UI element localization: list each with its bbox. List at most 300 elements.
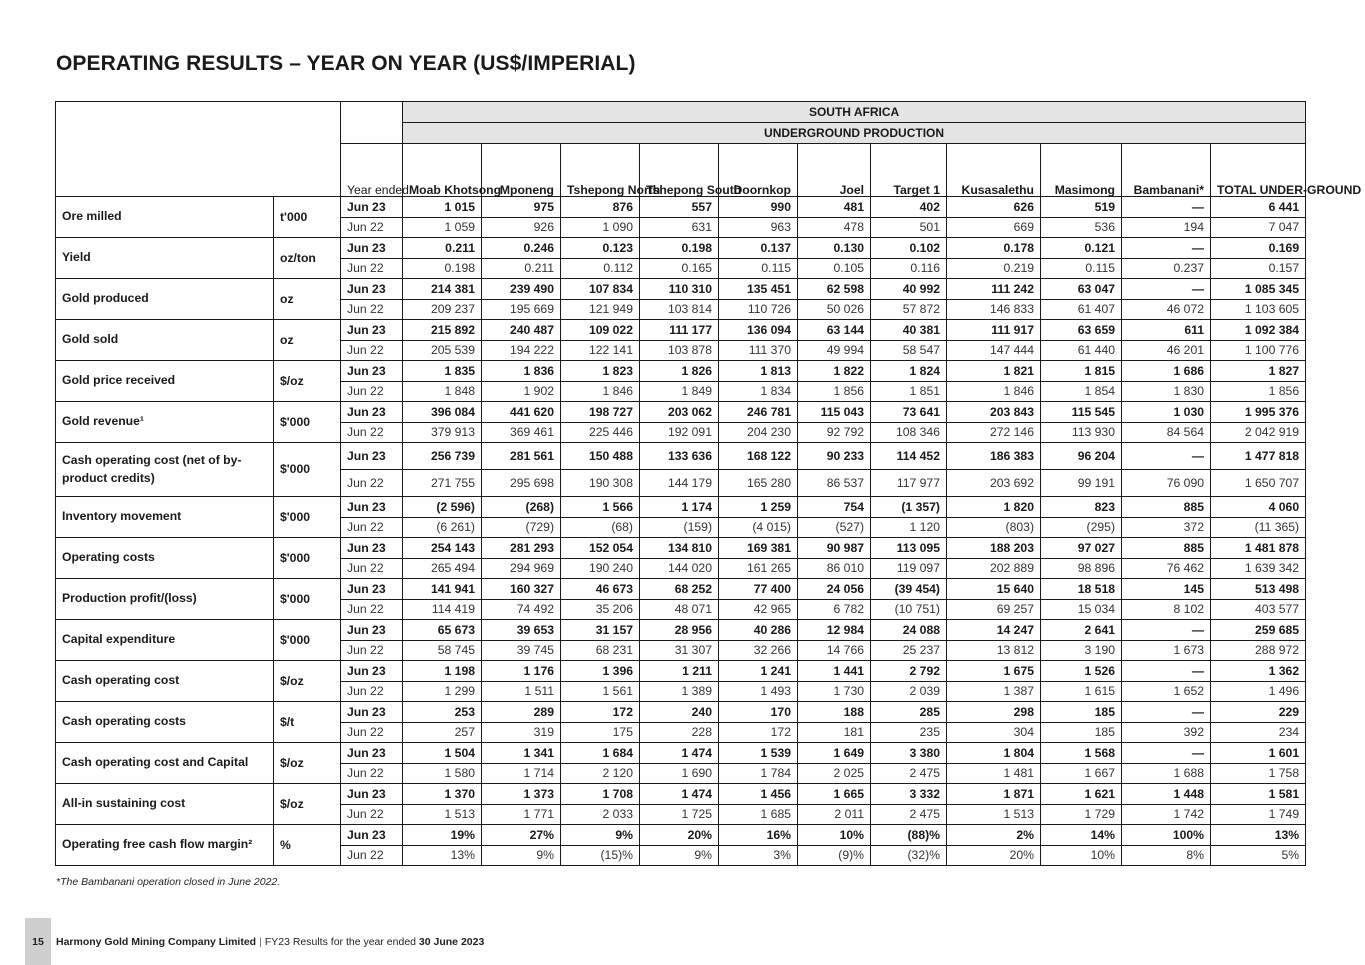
value-cell: 111 177 [640,320,719,341]
value-cell: 1 815 [1041,361,1122,382]
value-cell: 1 481 [947,763,1041,784]
table-row [56,320,1306,341]
value-cell: 172 [719,722,798,743]
value-cell: 1 448 [1122,784,1211,805]
value-cell: 161 265 [719,558,798,579]
value-cell: 876 [561,197,640,218]
value-cell: 188 [798,702,871,723]
value-cell: (2 596) [403,497,482,518]
table-row [56,784,1306,805]
value-cell: 1 856 [798,381,871,402]
value-cell: 31 307 [640,640,719,661]
row-label: Cash operating cost [56,661,274,702]
value-cell: 0.165 [640,258,719,279]
period-cell: Jun 23 [341,238,403,259]
value-cell: 1 729 [1041,804,1122,825]
table-row [56,443,1306,470]
value-cell: 32 266 [719,640,798,661]
value-cell: 1 686 [1122,361,1211,382]
value-cell: 1 241 [719,661,798,682]
table-row [56,497,1306,518]
value-cell: 319 [482,722,561,743]
value-cell: 1 758 [1211,763,1306,784]
value-cell: 239 490 [482,279,561,300]
value-cell: 557 [640,197,719,218]
value-cell: 0.237 [1122,258,1211,279]
value-cell: 165 280 [719,470,798,497]
value-cell: 669 [947,217,1041,238]
value-cell: 61 440 [1041,340,1122,361]
value-cell: 2 641 [1041,620,1122,641]
value-cell: 147 444 [947,340,1041,361]
value-cell: 1 389 [640,681,719,702]
value-cell: 1 059 [403,217,482,238]
value-cell: 98 896 [1041,558,1122,579]
value-cell: 113 095 [871,538,947,559]
value-cell: 68 252 [640,579,719,600]
value-cell: 0.169 [1211,238,1306,259]
value-cell: 0.115 [1041,258,1122,279]
table-row [56,743,1306,764]
value-cell: 13% [1211,825,1306,846]
value-cell: 84 564 [1122,422,1211,443]
value-cell: 24 088 [871,620,947,641]
period-cell: Jun 22 [341,381,403,402]
value-cell: 117 977 [871,470,947,497]
value-cell: 69 257 [947,599,1041,620]
value-cell: 203 062 [640,402,719,423]
row-unit: $'000 [274,402,341,443]
value-cell: 990 [719,197,798,218]
row-label: Gold revenue¹ [56,402,274,443]
table-row [56,579,1306,600]
value-cell: 1 836 [482,361,561,382]
value-cell: 304 [947,722,1041,743]
value-cell: 240 487 [482,320,561,341]
value-cell: 513 498 [1211,579,1306,600]
value-cell: 110 726 [719,299,798,320]
value-cell: 99 191 [1041,470,1122,497]
value-cell: (4 015) [719,517,798,538]
row-unit: $'000 [274,497,341,538]
page-footer [25,918,484,965]
value-cell: (39 454) [871,579,947,600]
row-label: Gold price received [56,361,274,402]
value-cell: 2 025 [798,763,871,784]
value-cell: 0.211 [482,258,561,279]
value-cell: 2 033 [561,804,640,825]
value-cell: (88)% [871,825,947,846]
value-cell: 42 965 [719,599,798,620]
value-cell: 1 120 [871,517,947,538]
period-cell: Jun 22 [341,299,403,320]
value-cell: 0.116 [871,258,947,279]
value-cell: 86 537 [798,470,871,497]
value-cell: 63 144 [798,320,871,341]
value-cell: 1 174 [640,497,719,518]
value-cell: (6 261) [403,517,482,538]
value-cell: (159) [640,517,719,538]
value-cell: 611 [1122,320,1211,341]
value-cell: 1 849 [640,381,719,402]
value-cell: 1 846 [947,381,1041,402]
value-cell: 111 917 [947,320,1041,341]
column-header: Tshepong South [640,144,719,197]
period-cell: Jun 23 [341,661,403,682]
value-cell: 1 092 384 [1211,320,1306,341]
value-cell: 73 641 [871,402,947,423]
value-cell: 3 190 [1041,640,1122,661]
value-cell: 1 667 [1041,763,1122,784]
value-cell: 9% [482,845,561,866]
value-cell: 58 745 [403,640,482,661]
value-cell: 77 400 [719,579,798,600]
value-cell: 46 201 [1122,340,1211,361]
value-cell: 109 022 [561,320,640,341]
row-unit: $/t [274,702,341,743]
value-cell: 3 332 [871,784,947,805]
value-cell: 1 708 [561,784,640,805]
period-cell: Jun 22 [341,517,403,538]
row-unit: oz [274,320,341,361]
table-row [56,538,1306,559]
row-label: Inventory movement [56,497,274,538]
value-cell: 31 157 [561,620,640,641]
value-cell: 8% [1122,845,1211,866]
value-cell: 536 [1041,217,1122,238]
value-cell: 86 010 [798,558,871,579]
value-cell: 103 814 [640,299,719,320]
value-cell: 144 020 [640,558,719,579]
value-cell: 63 047 [1041,279,1122,300]
value-cell: 203 692 [947,470,1041,497]
value-cell: 198 727 [561,402,640,423]
value-cell: 24 056 [798,579,871,600]
value-cell: 823 [1041,497,1122,518]
value-cell: 6 441 [1211,197,1306,218]
value-cell: 1 513 [947,804,1041,825]
value-cell: 1 995 376 [1211,402,1306,423]
row-label: Operating costs [56,538,274,579]
value-cell: 40 286 [719,620,798,641]
period-cell: Jun 23 [341,320,403,341]
value-cell: 1 826 [640,361,719,382]
value-cell: 1 481 878 [1211,538,1306,559]
period-cell: Jun 22 [341,681,403,702]
value-cell: 2 042 919 [1211,422,1306,443]
value-cell: 12 984 [798,620,871,641]
value-cell: 0.198 [640,238,719,259]
value-cell: 369 461 [482,422,561,443]
value-cell: 0.123 [561,238,640,259]
value-cell: 136 094 [719,320,798,341]
value-cell: 146 833 [947,299,1041,320]
value-cell: 110 310 [640,279,719,300]
value-cell: 1 848 [403,381,482,402]
value-cell: 0.137 [719,238,798,259]
value-cell: 1 851 [871,381,947,402]
value-cell: 926 [482,217,561,238]
value-cell: 20% [640,825,719,846]
value-cell: 10% [798,825,871,846]
value-cell: 1 387 [947,681,1041,702]
value-cell: (295) [1041,517,1122,538]
value-cell: 234 [1211,722,1306,743]
value-cell: 1 649 [798,743,871,764]
value-cell: 229 [1211,702,1306,723]
value-cell: 975 [482,197,561,218]
value-cell: 192 091 [640,422,719,443]
value-cell: 1 341 [482,743,561,764]
row-unit: $/oz [274,784,341,825]
value-cell: 1 581 [1211,784,1306,805]
table-row [56,702,1306,723]
value-cell: 402 [871,197,947,218]
value-cell: 0.112 [561,258,640,279]
value-cell: 2 120 [561,763,640,784]
value-cell: 1 827 [1211,361,1306,382]
value-cell: 27% [482,825,561,846]
value-cell: 172 [561,702,640,723]
row-unit: % [274,825,341,866]
value-cell: 1 823 [561,361,640,382]
table-row [56,238,1306,259]
value-cell: 1 441 [798,661,871,682]
row-label: Capital expenditure [56,620,274,661]
value-cell: 1 652 [1122,681,1211,702]
value-cell: 5% [1211,845,1306,866]
value-cell: 14 766 [798,640,871,661]
value-cell: 1 477 818 [1211,443,1306,470]
value-cell: 14% [1041,825,1122,846]
value-cell: 115 043 [798,402,871,423]
value-cell: 76 462 [1122,558,1211,579]
column-header: Moab Khotsong [403,144,482,197]
value-cell: 90 987 [798,538,871,559]
value-cell: (9)% [798,845,871,866]
period-cell: Jun 23 [341,443,403,470]
header-blank [56,102,341,197]
row-unit: $'000 [274,620,341,661]
table-row [56,620,1306,641]
period-cell: Jun 23 [341,497,403,518]
value-cell: (527) [798,517,871,538]
value-cell: — [1122,743,1211,764]
row-label: Cash operating costs [56,702,274,743]
value-cell: 1 684 [561,743,640,764]
value-cell: 9% [561,825,640,846]
row-label: Cash operating cost (net of by-product credits) [56,443,274,497]
value-cell: 15 640 [947,579,1041,600]
value-cell: 134 810 [640,538,719,559]
column-header: Masimong [1041,144,1122,197]
footer-company: Harmony Gold Mining Company Limited [56,935,257,948]
value-cell: 150 488 [561,443,640,470]
value-cell: 190 240 [561,558,640,579]
value-cell: 1 370 [403,784,482,805]
value-cell: 1 615 [1041,681,1122,702]
value-cell: 214 381 [403,279,482,300]
value-cell: 76 090 [1122,470,1211,497]
period-cell: Jun 22 [341,258,403,279]
value-cell: 160 327 [482,579,561,600]
value-cell: 186 383 [947,443,1041,470]
value-cell: 1 100 776 [1211,340,1306,361]
value-cell: 1 730 [798,681,871,702]
value-cell: 754 [798,497,871,518]
value-cell: 39 653 [482,620,561,641]
value-cell: 190 308 [561,470,640,497]
value-cell: 1 902 [482,381,561,402]
value-cell: 1 373 [482,784,561,805]
value-cell: 185 [1041,722,1122,743]
value-cell: 253 [403,702,482,723]
row-label: Cash operating cost and Capital [56,743,274,784]
value-cell: 3 380 [871,743,947,764]
value-cell: 195 669 [482,299,561,320]
period-cell: Jun 23 [341,197,403,218]
value-cell: 519 [1041,197,1122,218]
operating-results-table [55,101,1362,866]
value-cell: 1 749 [1211,804,1306,825]
value-cell: 6 782 [798,599,871,620]
value-cell: 1 824 [871,361,947,382]
footer-report: FY23 Results for the year ended [264,935,416,948]
value-cell: 288 972 [1211,640,1306,661]
value-cell: 1 822 [798,361,871,382]
footer-separator: | [259,935,262,948]
value-cell: 379 913 [403,422,482,443]
value-cell: 114 452 [871,443,947,470]
value-cell: 1 085 345 [1211,279,1306,300]
value-cell: — [1122,197,1211,218]
value-cell: 1 685 [719,804,798,825]
row-label: Gold sold [56,320,274,361]
row-label: Production profit/(loss) [56,579,274,620]
value-cell: (11 365) [1211,517,1306,538]
value-cell: 1 601 [1211,743,1306,764]
value-cell: 50 026 [798,299,871,320]
value-cell: 1 690 [640,763,719,784]
value-cell: 0.198 [403,258,482,279]
period-cell: Jun 22 [341,558,403,579]
value-cell: 1 639 342 [1211,558,1306,579]
value-cell: 48 071 [640,599,719,620]
value-cell: 0.219 [947,258,1041,279]
value-cell: 631 [640,217,719,238]
value-cell: 0.246 [482,238,561,259]
value-cell: 1 474 [640,743,719,764]
period-cell: Jun 22 [341,804,403,825]
period-cell: Jun 22 [341,640,403,661]
row-unit: oz [274,279,341,320]
value-cell: 18 518 [1041,579,1122,600]
value-cell: (32)% [871,845,947,866]
value-cell: 481 [798,197,871,218]
value-cell: 1 821 [947,361,1041,382]
value-cell: 295 698 [482,470,561,497]
value-cell: 1 030 [1122,402,1211,423]
value-cell: 19% [403,825,482,846]
value-cell: 96 204 [1041,443,1122,470]
value-cell: 92 792 [798,422,871,443]
value-cell: 1 854 [1041,381,1122,402]
value-cell: 122 141 [561,340,640,361]
value-cell: 28 956 [640,620,719,641]
period-cell: Jun 22 [341,599,403,620]
region-header: SOUTH AFRICA [403,102,1306,123]
value-cell: 100% [1122,825,1211,846]
value-cell: 114 419 [403,599,482,620]
value-cell: 1 015 [403,197,482,218]
value-cell: 281 293 [482,538,561,559]
value-cell: 14 247 [947,620,1041,641]
value-cell: 1 513 [403,804,482,825]
value-cell: 145 [1122,579,1211,600]
value-cell: 1 714 [482,763,561,784]
column-header: Target 1 [871,144,947,197]
value-cell: 46 673 [561,579,640,600]
value-cell: 885 [1122,538,1211,559]
value-cell: (68) [561,517,640,538]
value-cell: 15 034 [1041,599,1122,620]
value-cell: 181 [798,722,871,743]
period-cell: Jun 23 [341,702,403,723]
row-unit: $'000 [274,579,341,620]
value-cell: 1 580 [403,763,482,784]
value-cell: 240 [640,702,719,723]
column-header: TOTAL UNDER-GROUND [1211,144,1306,197]
value-cell: 0.102 [871,238,947,259]
value-cell: 1 493 [719,681,798,702]
value-cell: 2% [947,825,1041,846]
value-cell: 61 407 [1041,299,1122,320]
value-cell: 1 688 [1122,763,1211,784]
value-cell: 175 [561,722,640,743]
value-cell: (268) [482,497,561,518]
value-cell: 40 992 [871,279,947,300]
value-cell: 152 054 [561,538,640,559]
value-cell: 1 835 [403,361,482,382]
value-cell: 1 834 [719,381,798,402]
value-cell: 107 834 [561,279,640,300]
value-cell: 0.211 [403,238,482,259]
page-number: 15 [25,918,51,965]
value-cell: 188 203 [947,538,1041,559]
value-cell: 63 659 [1041,320,1122,341]
value-cell: 1 665 [798,784,871,805]
value-cell: 372 [1122,517,1211,538]
value-cell: 0.157 [1211,258,1306,279]
value-cell: 281 561 [482,443,561,470]
value-cell: 49 994 [798,340,871,361]
period-cell: Jun 22 [341,217,403,238]
value-cell: 103 878 [640,340,719,361]
value-cell: 1 456 [719,784,798,805]
value-cell: 205 539 [403,340,482,361]
period-cell: Jun 23 [341,825,403,846]
value-cell: 194 222 [482,340,561,361]
value-cell: 40 381 [871,320,947,341]
value-cell: — [1122,238,1211,259]
value-cell: 68 231 [561,640,640,661]
value-cell: 111 242 [947,279,1041,300]
value-cell: 1 299 [403,681,482,702]
value-cell: 215 892 [403,320,482,341]
value-cell: 97 027 [1041,538,1122,559]
value-cell: 271 755 [403,470,482,497]
value-cell: 259 685 [1211,620,1306,641]
